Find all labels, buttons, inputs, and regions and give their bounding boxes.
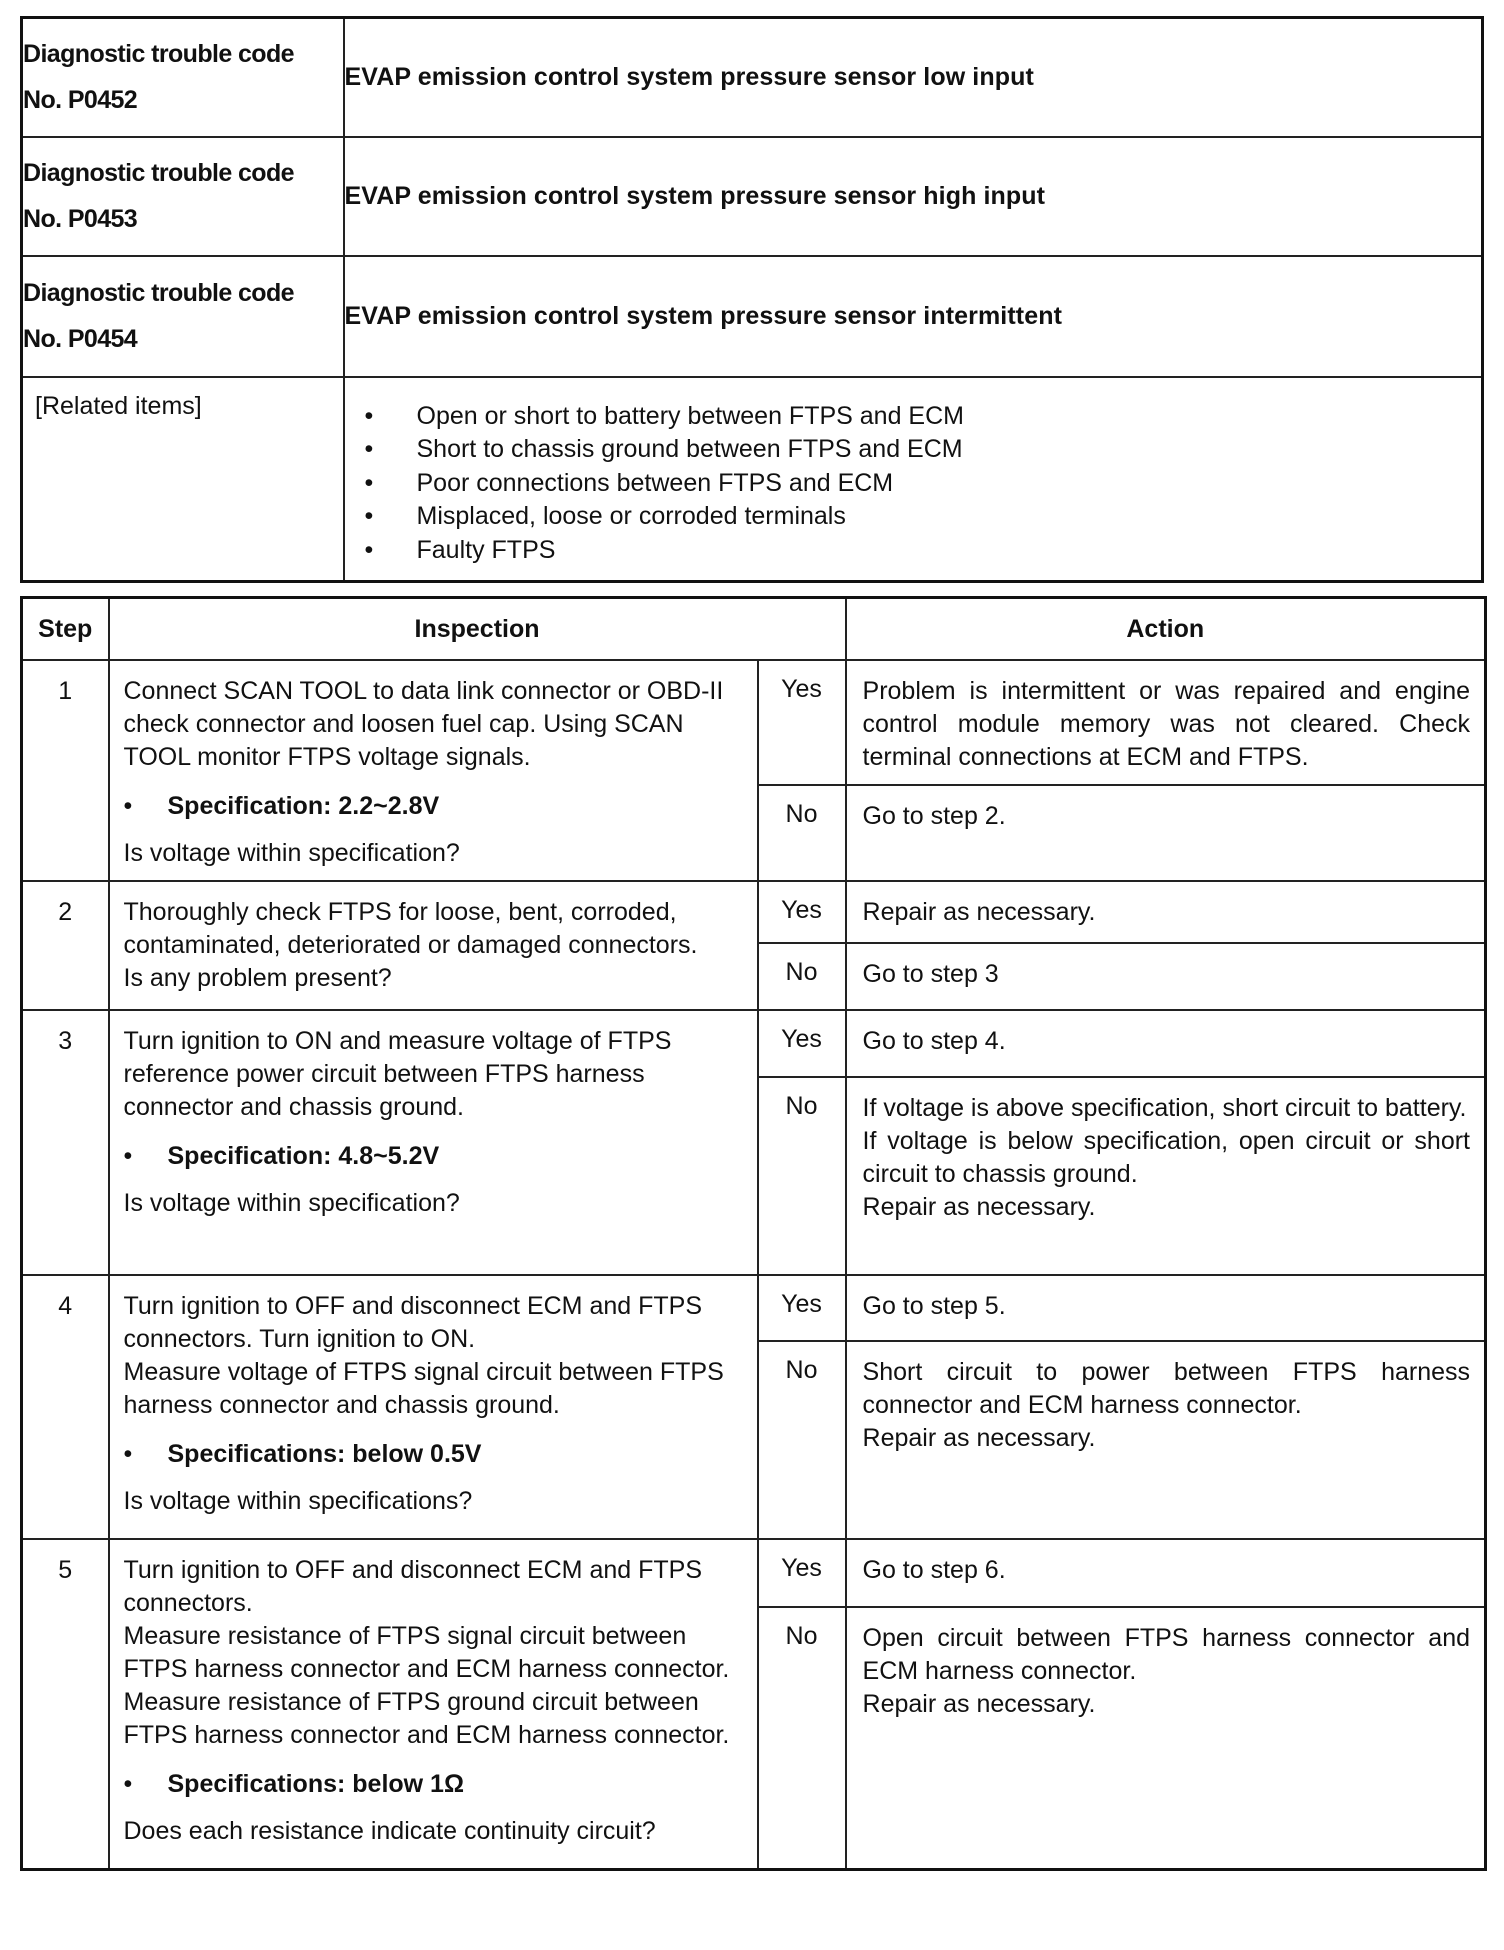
dtc-label — [22, 256, 344, 377]
related-item: • Poor connections between FTPS and ECM — [357, 467, 1470, 501]
bullet: • — [123, 1440, 133, 1468]
inspection-question: Is voltage within specification? — [123, 839, 460, 867]
dtc-header-table — [20, 16, 1484, 583]
inspection-text: Turn ignition to OFF and disconnect ECM and FTPS connectors. — [123, 1556, 702, 1617]
no-label: No — [758, 1607, 846, 1869]
step-number: 3 — [22, 1010, 109, 1275]
no-label: No — [758, 1341, 846, 1539]
action-text: Repair as necessary. — [862, 898, 1096, 926]
step-inspection — [109, 660, 758, 881]
dtc-label — [22, 18, 344, 137]
specification — [124, 1768, 743, 1801]
dtc-code-number: No. P0452 — [23, 86, 138, 115]
step-number: 5 — [22, 1539, 109, 1869]
inspection-question: Is any problem present? — [123, 964, 392, 992]
related-items-row — [22, 377, 1483, 582]
related-item: • Short to chassis ground between FTPS and ECM — [357, 433, 1470, 467]
related-item: • Misplaced, loose or corroded terminals — [357, 500, 1470, 534]
action-text: If voltage is below specification, open circuit or short circuit to chassis ground. — [862, 1127, 1471, 1188]
inspection-question: Is voltage within specifications? — [123, 1487, 473, 1515]
no-label: No — [758, 943, 846, 1010]
yes-action — [846, 881, 1486, 943]
step-inspection — [109, 881, 758, 1010]
action-text: Open circuit between FTPS harness connector and ECM harness connector. — [862, 1624, 1471, 1685]
inspection-question: Is voltage within specification? — [123, 1189, 460, 1217]
specification — [124, 790, 743, 823]
dtc-row — [22, 137, 1483, 256]
action-text: If voltage is above specification, short circuit to battery. — [862, 1094, 1467, 1122]
no-action — [846, 1607, 1486, 1869]
no-action — [846, 785, 1486, 881]
action-text: Problem is intermittent or was repaired and engine control module memory was not cleared. Check terminal connections at ECM and FTPS. — [862, 677, 1471, 771]
related-item: • Open or short to battery between FTPS and ECM — [357, 400, 1470, 434]
dtc-code-number: No. P0454 — [23, 325, 138, 353]
dtc-row — [22, 18, 1483, 137]
step-row — [22, 660, 1486, 785]
action-text: Go to step 3 — [862, 960, 999, 988]
dtc-label-line: Diagnostic trouble code — [23, 279, 294, 307]
specification-text: Specification: 2.2~2.8V — [167, 792, 440, 820]
yes-label: Yes — [758, 1275, 846, 1341]
no-action — [846, 1341, 1486, 1539]
yes-label: Yes — [758, 1010, 846, 1077]
action-text: Go to step 4. — [862, 1027, 1006, 1055]
header-action: Action — [846, 598, 1486, 661]
action-text: Short circuit to power between FTPS harness connector and ECM harness connector. — [862, 1358, 1471, 1419]
inspection-steps-table — [20, 596, 1487, 1871]
action-text: Go to step 2. — [862, 802, 1006, 830]
dtc-code-number: No. P0453 — [23, 205, 138, 233]
specification-text: Specifications: below 1Ω — [167, 1770, 464, 1798]
inspection-question: Does each resistance indicate continuity circuit? — [123, 1817, 656, 1845]
step-inspection — [109, 1010, 758, 1275]
step-row — [22, 1010, 1486, 1077]
dtc-title: EVAP emission control system pressure sensor low input — [344, 18, 1483, 137]
no-action — [846, 943, 1486, 1010]
action-text: Repair as necessary. — [862, 1424, 1096, 1452]
specification-text: Specification: 4.8~5.2V — [167, 1142, 440, 1170]
dtc-row — [22, 256, 1483, 377]
no-label: No — [758, 1077, 846, 1275]
inspection-text: Thoroughly check FTPS for loose, bent, corroded, contaminated, deteriorated or damaged connectors. — [123, 898, 698, 959]
header-inspection: Inspection — [109, 598, 846, 661]
specification — [124, 1438, 743, 1471]
yes-label: Yes — [758, 881, 846, 943]
related-items-label: [Related items] — [22, 377, 344, 582]
yes-action — [846, 1010, 1486, 1077]
step-inspection — [109, 1539, 758, 1869]
dtc-label-line: Diagnostic trouble code — [23, 40, 294, 69]
no-label: No — [758, 785, 846, 881]
step-row — [22, 881, 1486, 943]
yes-action — [846, 1275, 1486, 1341]
no-action — [846, 1077, 1486, 1275]
dtc-title: EVAP emission control system pressure sensor intermittent — [344, 256, 1483, 377]
related-item: • Faulty FTPS — [357, 534, 1470, 568]
step-inspection — [109, 1275, 758, 1539]
specification-text: Specifications: below 0.5V — [167, 1440, 482, 1468]
action-text: Go to step 5. — [862, 1292, 1006, 1320]
step-number: 2 — [22, 881, 109, 1010]
inspection-text: Turn ignition to ON and measure voltage of FTPS reference power circuit between FTPS harness connector and chassis ground. — [123, 1027, 672, 1121]
step-row — [22, 1539, 1486, 1607]
bullet: • — [123, 1770, 133, 1798]
action-text: Repair as necessary. — [862, 1690, 1096, 1718]
action-text: Repair as necessary. — [862, 1193, 1096, 1221]
action-text: Go to step 6. — [862, 1556, 1006, 1584]
dtc-label-line: Diagnostic trouble code — [23, 159, 294, 187]
yes-action — [846, 1539, 1486, 1607]
step-row — [22, 1275, 1486, 1341]
inspection-text: Connect SCAN TOOL to data link connector or OBD-II check connector and loosen fuel cap. Using SCAN TOOL monitor FTPS voltage signals. — [123, 677, 724, 771]
inspection-text: Measure voltage of FTPS signal circuit between FTPS harness connector and chassis ground. — [123, 1358, 724, 1419]
inspection-text: Measure resistance of FTPS signal circuit between FTPS harness connector and ECM harness connector. — [123, 1622, 730, 1683]
dtc-label — [22, 137, 344, 256]
step-number: 4 — [22, 1275, 109, 1539]
related-items-list — [344, 377, 1483, 582]
table-header-row — [22, 598, 1486, 661]
header-step: Step — [22, 598, 109, 661]
bullet: • — [123, 1142, 133, 1170]
bullet: • — [123, 792, 133, 820]
yes-action — [846, 660, 1486, 785]
dtc-title: EVAP emission control system pressure sensor high input — [344, 137, 1483, 256]
yes-label: Yes — [758, 660, 846, 785]
step-number: 1 — [22, 660, 109, 881]
inspection-text: Measure resistance of FTPS ground circuit between FTPS harness connector and ECM harness connector. — [123, 1688, 730, 1749]
inspection-text: Turn ignition to OFF and disconnect ECM and FTPS connectors. Turn ignition to ON. — [123, 1292, 702, 1353]
yes-label: Yes — [758, 1539, 846, 1607]
specification — [124, 1140, 743, 1173]
